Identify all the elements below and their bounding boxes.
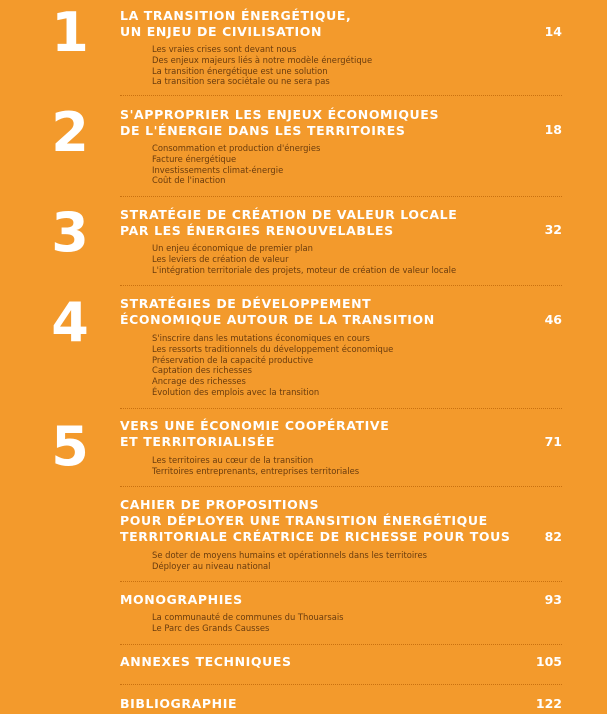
subitem[interactable]: La transition énergétique est une solution bbox=[152, 65, 328, 76]
divider bbox=[120, 408, 562, 409]
section-page-number[interactable]: 18 bbox=[544, 122, 562, 137]
subitem[interactable]: L'intégration territoriale des projets, moteur de création de valeur locale bbox=[152, 264, 457, 275]
subitem[interactable]: Les leviers de création de valeur bbox=[152, 253, 289, 264]
section-title-line: CAHIER DE PROPOSITIONS bbox=[120, 497, 320, 512]
section-title[interactable] bbox=[120, 207, 500, 239]
subitem[interactable]: Les ressorts traditionnels du développement économique bbox=[152, 343, 394, 354]
section-number: 2 bbox=[51, 101, 89, 164]
subitem[interactable]: Facture énergétique bbox=[152, 153, 237, 164]
subitem[interactable]: Évolution des emplois avec la transition bbox=[152, 386, 320, 397]
subitem[interactable]: Coût de l'inaction bbox=[152, 175, 226, 186]
subitem[interactable]: Ancrage des richesses bbox=[152, 376, 246, 387]
section-title[interactable] bbox=[120, 107, 500, 139]
subitem[interactable]: Captation des richesses bbox=[152, 365, 252, 376]
section-subitems bbox=[152, 44, 372, 87]
section-title[interactable] bbox=[120, 8, 500, 40]
subitem[interactable]: Un enjeu économique de premier plan bbox=[152, 243, 313, 253]
section-title[interactable] bbox=[120, 497, 520, 545]
section-title-line: POUR DÉPLOYER UNE TRANSITION ÉNERGÉTIQUE bbox=[120, 513, 488, 528]
section-title-line: STRATÉGIES DE DÉVELOPPEMENT bbox=[120, 296, 372, 311]
section-title-line: ÉCONOMIQUE AUTOUR DE LA TRANSITION bbox=[120, 312, 435, 327]
section-title-line: PAR LES ÉNERGIES RENOUVELABLES bbox=[120, 223, 394, 238]
section-number: 5 bbox=[51, 415, 89, 478]
section-title-line: DE L'ÉNERGIE DANS LES TERRITOIRES bbox=[120, 123, 406, 138]
subitem[interactable]: Des enjeux majeurs liés à notre modèle énergétique bbox=[152, 54, 373, 65]
section-page-number[interactable]: 105 bbox=[535, 654, 562, 669]
section-title-line: MONOGRAPHIES bbox=[120, 592, 243, 607]
section-title-line: TERRITORIALE CRÉATRICE DE RICHESSE POUR TOUS bbox=[120, 529, 511, 544]
divider bbox=[120, 95, 562, 96]
section-number: 3 bbox=[51, 201, 89, 264]
subitem[interactable]: Se doter de moyens humains et opérationnels dans les territoires bbox=[152, 550, 427, 560]
subitem[interactable]: Le Parc des Grands Causses bbox=[152, 622, 270, 633]
section-title[interactable] bbox=[120, 654, 500, 670]
divider bbox=[120, 684, 562, 685]
section-title-line: S'APPROPRIER LES ENJEUX ÉCONOMIQUES bbox=[120, 107, 440, 122]
subitem[interactable]: Consommation et production d'énergies bbox=[152, 143, 321, 153]
section-title-line: VERS UNE ÉCONOMIE COOPÉRATIVE bbox=[120, 418, 390, 433]
section-title-line: BIBLIOGRAPHIE bbox=[120, 696, 238, 711]
section-subitems bbox=[152, 243, 456, 275]
section-title[interactable] bbox=[120, 296, 500, 328]
subitem[interactable]: Les vraies crises sont devant nous bbox=[152, 44, 297, 54]
subitem[interactable]: La communauté de communes du Thouarsais bbox=[152, 612, 344, 622]
section-page-number[interactable]: 32 bbox=[544, 222, 562, 237]
section-title-line: STRATÉGIE DE CRÉATION DE VALEUR LOCALE bbox=[120, 207, 458, 222]
section-title[interactable] bbox=[120, 418, 500, 450]
section-page-number[interactable]: 93 bbox=[544, 592, 562, 607]
subitem[interactable]: Déployer au niveau national bbox=[152, 560, 271, 571]
subitem[interactable]: Territoires entreprenants, entreprises territoriales bbox=[152, 465, 360, 476]
divider bbox=[120, 644, 562, 645]
section-number: 4 bbox=[51, 291, 89, 354]
section-subitems bbox=[152, 455, 359, 477]
section-subitems bbox=[152, 143, 320, 186]
subitem[interactable]: S'inscrire dans les mutations économiques en cours bbox=[152, 333, 370, 343]
section-title-line: LA TRANSITION ÉNERGÉTIQUE, bbox=[120, 8, 352, 23]
section-subitems bbox=[152, 333, 393, 398]
section-page-number[interactable]: 14 bbox=[544, 24, 562, 39]
subitem[interactable]: Les territoires au cœur de la transition bbox=[152, 455, 314, 465]
section-title-line: UN ENJEU DE CIVILISATION bbox=[120, 24, 323, 39]
divider bbox=[120, 581, 562, 582]
divider bbox=[120, 285, 562, 286]
section-title-line: ANNEXES TECHNIQUES bbox=[120, 654, 292, 669]
section-number: 1 bbox=[51, 1, 89, 64]
section-page-number[interactable]: 82 bbox=[544, 529, 562, 544]
section-title[interactable] bbox=[120, 592, 500, 608]
section-title-line: ET TERRITORIALISÉE bbox=[120, 434, 275, 449]
subitem[interactable]: La transition sera sociétale ou ne sera pas bbox=[152, 76, 330, 87]
section-page-number[interactable]: 46 bbox=[544, 312, 562, 327]
divider bbox=[120, 196, 562, 197]
subitem[interactable]: Investissements climat-énergie bbox=[152, 164, 284, 175]
section-subitems bbox=[152, 550, 427, 572]
section-title[interactable] bbox=[120, 696, 500, 712]
subitem[interactable]: Préservation de la capacité productive bbox=[152, 354, 314, 365]
divider bbox=[120, 486, 562, 487]
section-subitems bbox=[152, 612, 344, 634]
section-page-number[interactable]: 71 bbox=[544, 434, 562, 449]
section-page-number[interactable]: 122 bbox=[535, 696, 562, 711]
